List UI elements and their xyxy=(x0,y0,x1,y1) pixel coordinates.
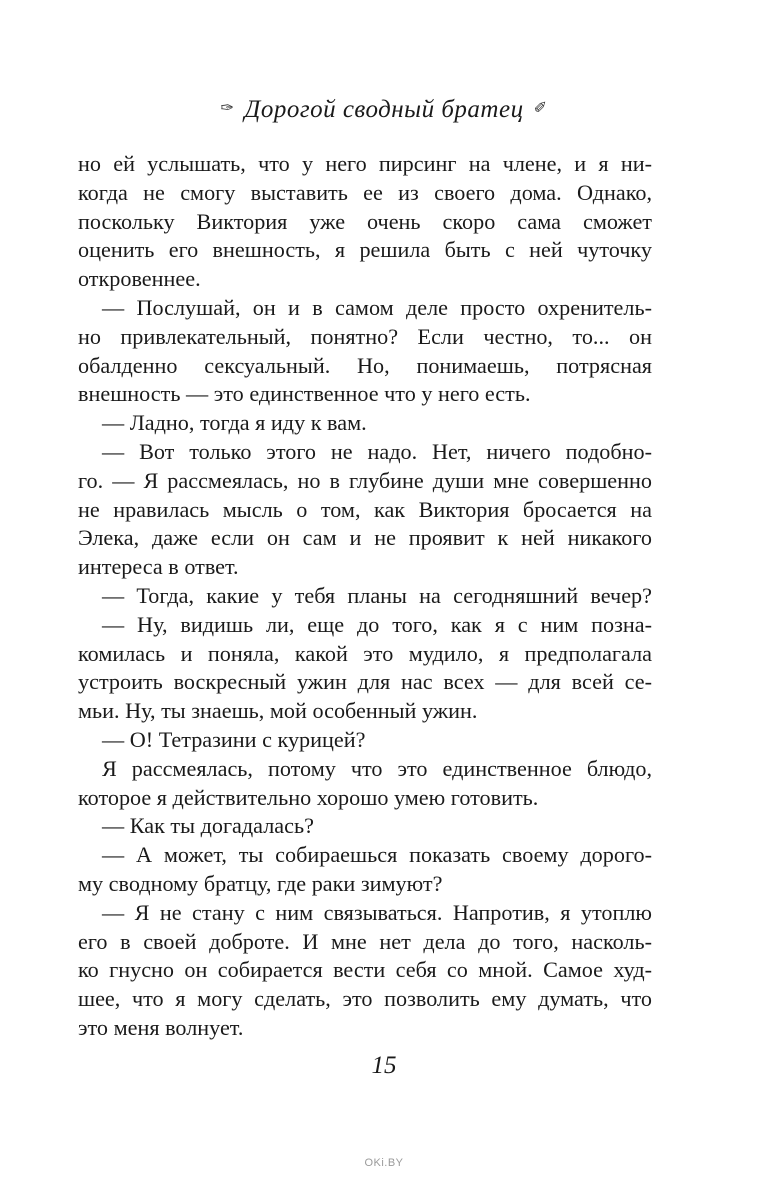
text-line: внешность — это единственное что у него есть. xyxy=(78,381,531,407)
text-line: Я рассмеялась, потому что это единственное блюдо, xyxy=(102,755,652,781)
text-line: шее, что я могу сделать, это позволить ему думать, что xyxy=(78,986,652,1012)
watermark: OKi.BY xyxy=(364,1157,404,1169)
ornament-left-icon: ✑ xyxy=(220,100,235,118)
text-line: — Я не стану с ним связываться. Напротив, я утоплю xyxy=(102,899,652,925)
text-line: — Ну, видишь ли, еще до того, как я с ним позна- xyxy=(102,611,652,637)
text-line: комилась и поняла, какой это мудило, я предполагала xyxy=(78,640,652,666)
text-line: го. — Я рассмеялась, но в глубине души мне совершенно xyxy=(78,467,652,493)
text-line: его в своей доброте. И мне нет дела до того, насколь- xyxy=(78,928,652,954)
body-text xyxy=(78,150,652,1043)
book-title: Дорогой сводный братец xyxy=(244,96,524,123)
text-line: но привлекательный, понятно? Если честно, то... он xyxy=(78,323,652,349)
text-line: — Послушай, он и в самом деле просто охренитель- xyxy=(102,294,652,320)
page-number: 15 xyxy=(371,1052,397,1079)
text-line: когда не смогу выставить ее из своего дома. Однако, xyxy=(78,179,652,205)
text-line: ко гнусно он собирается вести себя со мной. Самое худ- xyxy=(78,957,652,983)
text-line: которое я действительно хорошо умею готовить. xyxy=(78,784,539,810)
text-line: поскольку Виктория уже очень скоро сама сможет xyxy=(78,208,652,234)
text-line: — Как ты догадалась? xyxy=(102,813,314,839)
text-line: откровеннее. xyxy=(78,266,201,292)
text-line: — Тогда, какие у тебя планы на сегодняшний вечер? xyxy=(102,582,652,608)
text-line: — О! Тетразини с курицей? xyxy=(102,726,366,752)
text-line: устроить воскресный ужин для нас всех — для всей се- xyxy=(78,669,652,695)
text-line: интереса в ответ. xyxy=(78,554,239,580)
ornament-right-icon: ✐ xyxy=(533,100,548,118)
text-line: обалденно сексуальный. Но, понимаешь, потрясная xyxy=(78,352,652,378)
text-line: — Вот только этого не надо. Нет, ничего подобно- xyxy=(102,438,652,464)
text-line: оценить его внешность, я решила быть с ней чуточку xyxy=(78,237,652,263)
running-header xyxy=(0,96,768,124)
text-line: — А может, ты собираешься показать своему дорого- xyxy=(102,842,652,868)
text-line: но ей услышать, что у него пирсинг на члене, и я ни- xyxy=(78,151,652,176)
text-line: мьи. Ну, ты знаешь, мой особенный ужин. xyxy=(78,698,478,724)
text-line: му сводному братцу, где раки зимуют? xyxy=(78,870,443,896)
text-line: Элека, даже если он сам и не проявит к ней никакого xyxy=(78,525,652,551)
text-line: — Ладно, тогда я иду к вам. xyxy=(102,410,367,436)
text-line: это меня волнует. xyxy=(78,1014,244,1040)
text-line: не нравилась мысль о том, как Виктория бросается на xyxy=(78,496,652,522)
